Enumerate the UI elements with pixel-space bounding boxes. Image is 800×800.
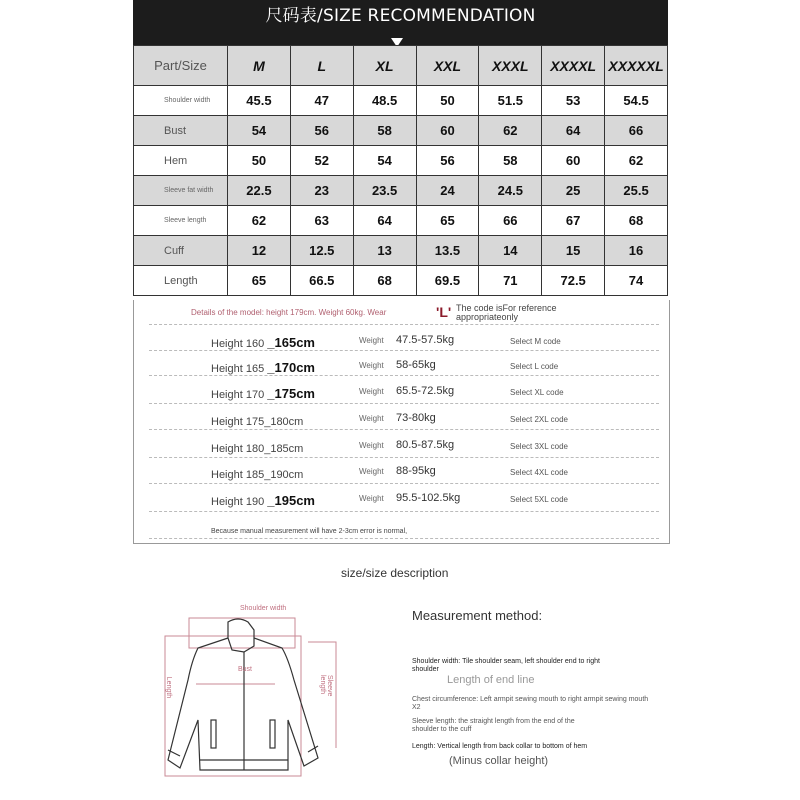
measurement-cell: 58 — [353, 116, 416, 146]
measurement-cell: 66.5 — [290, 266, 353, 296]
height-range — [211, 335, 315, 350]
height-suffix: _175cm — [267, 386, 315, 401]
measurement-cell: 64 — [353, 206, 416, 236]
table-row — [134, 206, 668, 236]
shoulder-method-sub: Length of end line — [447, 674, 535, 686]
table-row — [134, 176, 668, 206]
divider — [149, 511, 659, 512]
height-suffix: _195cm — [267, 493, 315, 508]
height-prefix: Height 160 — [211, 338, 265, 350]
size-header: XL — [353, 46, 416, 86]
measurement-cell: 54 — [228, 116, 291, 146]
size-header: XXXL — [479, 46, 542, 86]
measurement-cell: 23 — [290, 176, 353, 206]
measurement-cell: 72.5 — [542, 266, 605, 296]
table-row — [134, 116, 668, 146]
weight-range: 95.5-102.5kg — [396, 492, 461, 504]
height-range — [211, 413, 303, 428]
recommendation-row — [134, 486, 669, 510]
measurement-method — [412, 610, 662, 622]
length-label: Length — [165, 676, 173, 699]
measurement-footnote: Because manual measurement will have 2-3cm error is normal, — [211, 528, 408, 535]
recommendation-row — [134, 459, 669, 483]
measurement-cell: 23.5 — [353, 176, 416, 206]
measurement-cell: 50 — [228, 146, 291, 176]
jacket-diagram — [158, 600, 358, 780]
size-selection: Select L code — [510, 362, 559, 371]
table-row — [134, 236, 668, 266]
measurement-cell: 14 — [479, 236, 542, 266]
measurement-cell: 60 — [416, 116, 479, 146]
part-label: Hem — [134, 146, 228, 176]
size-chart-header — [133, 0, 668, 45]
divider — [149, 429, 659, 430]
chest-method: Chest circumference: Left armpit sewing mouth to right armpit sewing mouth X2 — [412, 696, 649, 711]
weight-label: Weight — [359, 387, 384, 396]
measurement-cell: 63 — [290, 206, 353, 236]
height-suffix: _165cm — [267, 335, 315, 350]
weight-range: 58-65kg — [396, 359, 436, 371]
height-range — [211, 440, 303, 455]
measurement-cell: 53 — [542, 86, 605, 116]
weight-label: Weight — [359, 414, 384, 423]
part-label: Shoulder width — [134, 86, 228, 116]
recommendation-row — [134, 328, 669, 352]
height-prefix: Height 190 — [211, 496, 265, 508]
divider — [149, 483, 659, 484]
measurement-cell: 54.5 — [605, 86, 668, 116]
weight-label: Weight — [359, 494, 384, 503]
measurement-cell: 50 — [416, 86, 479, 116]
measurement-cell: 22.5 — [228, 176, 291, 206]
measurement-cell: 58 — [479, 146, 542, 176]
part-size-header: Part/Size — [134, 46, 228, 86]
measurement-cell: 66 — [479, 206, 542, 236]
measurement-cell: 60 — [542, 146, 605, 176]
recommendation-row — [134, 433, 669, 457]
model-size-code: 'L' — [436, 304, 452, 320]
measurement-cell: 68 — [353, 266, 416, 296]
size-header: XXL — [416, 46, 479, 86]
divider — [149, 403, 659, 404]
size-description-title: size/size description — [341, 566, 449, 580]
height-range — [211, 493, 315, 508]
recommendation-row — [134, 353, 669, 377]
size-selection: Select XL code — [510, 388, 564, 397]
divider — [149, 350, 659, 351]
part-label: Sleeve fat width — [134, 176, 228, 206]
measurement-cell: 48.5 — [353, 86, 416, 116]
measurement-cell: 65 — [228, 266, 291, 296]
height-suffix: _170cm — [267, 360, 315, 375]
part-label: Bust — [134, 116, 228, 146]
size-table — [133, 45, 668, 296]
weight-range: 80.5-87.5kg — [396, 439, 455, 451]
weight-label: Weight — [359, 467, 384, 476]
size-selection: Select 2XL code — [510, 415, 568, 424]
weight-range: 65.5-72.5kg — [396, 385, 455, 397]
recommendation-panel — [133, 300, 670, 544]
measurement-cell: 56 — [416, 146, 479, 176]
weight-label: Weight — [359, 361, 384, 370]
part-label: Length — [134, 266, 228, 296]
measurement-cell: 25 — [542, 176, 605, 206]
measurement-cell: 68 — [605, 206, 668, 236]
measurement-cell: 45.5 — [228, 86, 291, 116]
height-prefix: Height 175_180cm — [211, 416, 304, 428]
weight-range: 47.5-57.5kg — [396, 334, 455, 346]
sleeve-length-label: Sleeve length — [319, 675, 333, 697]
height-prefix: Height 170 — [211, 389, 265, 401]
weight-range: 73-80kg — [396, 412, 436, 424]
height-prefix: Height 180_185cm — [211, 443, 304, 455]
size-header: XXXXXL — [605, 46, 668, 86]
size-selection: Select 4XL code — [510, 468, 568, 477]
measurement-cell: 25.5 — [605, 176, 668, 206]
height-range — [211, 360, 315, 375]
part-label: Sleeve length — [134, 206, 228, 236]
shoulder-width-label: Shoulder width — [240, 605, 287, 612]
measurement-cell: 24 — [416, 176, 479, 206]
measurement-cell: 24.5 — [479, 176, 542, 206]
method-title: Measurement method: — [412, 608, 543, 623]
measurement-cell: 15 — [542, 236, 605, 266]
part-label: Cuff — [134, 236, 228, 266]
measurement-cell: 67 — [542, 206, 605, 236]
measurement-cell: 62 — [605, 146, 668, 176]
model-details: Details of the model: height 179cm. Weight 60kg. Wear — [191, 308, 387, 317]
table-row — [134, 146, 668, 176]
measurement-cell: 62 — [228, 206, 291, 236]
recommendation-row — [134, 379, 669, 403]
measurement-cell: 52 — [290, 146, 353, 176]
measurement-cell: 13 — [353, 236, 416, 266]
divider — [149, 324, 659, 325]
length-method-sub: (Minus collar height) — [449, 755, 549, 767]
model-note: The code isFor reference appropriateonly — [456, 303, 557, 322]
measurement-cell: 62 — [479, 116, 542, 146]
divider — [149, 538, 659, 539]
table-row — [134, 86, 668, 116]
weight-label: Weight — [359, 336, 384, 345]
measurement-cell: 51.5 — [479, 86, 542, 116]
height-prefix: Height 185_190cm — [211, 469, 304, 481]
height-range — [211, 386, 315, 401]
bust-label: Bust — [238, 666, 253, 673]
measurement-cell: 71 — [479, 266, 542, 296]
measurement-cell: 69.5 — [416, 266, 479, 296]
measurement-cell: 12 — [228, 236, 291, 266]
size-selection: Select 5XL code — [510, 495, 568, 504]
sleeve-method: Sleeve length: the straight length from the end of the shoulder to the cuff — [412, 718, 575, 733]
divider — [149, 375, 659, 376]
measurement-cell: 12.5 — [290, 236, 353, 266]
measurement-cell: 56 — [290, 116, 353, 146]
measurement-cell: 47 — [290, 86, 353, 116]
weight-range: 88-95kg — [396, 465, 436, 477]
measurement-cell: 13.5 — [416, 236, 479, 266]
size-header-row — [134, 46, 668, 86]
measurement-cell: 16 — [605, 236, 668, 266]
shoulder-method: Shoulder width: Tile shoulder seam, left shoulder end to right shoulder — [412, 658, 600, 673]
measurement-cell: 66 — [605, 116, 668, 146]
measurement-cell: 64 — [542, 116, 605, 146]
size-header: M — [228, 46, 291, 86]
weight-label: Weight — [359, 441, 384, 450]
header-title: 尺码表/SIZE RECOMMENDATION — [265, 6, 536, 26]
divider — [149, 457, 659, 458]
measurement-cell: 74 — [605, 266, 668, 296]
height-range — [211, 466, 303, 481]
measurement-cell: 65 — [416, 206, 479, 236]
length-method: Length: Vertical length from back collar to bottom of hem — [412, 743, 588, 750]
height-prefix: Height 165 — [211, 363, 265, 375]
size-selection: Select 3XL code — [510, 442, 568, 451]
table-row — [134, 266, 668, 296]
size-header: XXXXL — [542, 46, 605, 86]
size-header: L — [290, 46, 353, 86]
size-selection: Select M code — [510, 337, 561, 346]
measurement-cell: 54 — [353, 146, 416, 176]
recommendation-row — [134, 406, 669, 430]
